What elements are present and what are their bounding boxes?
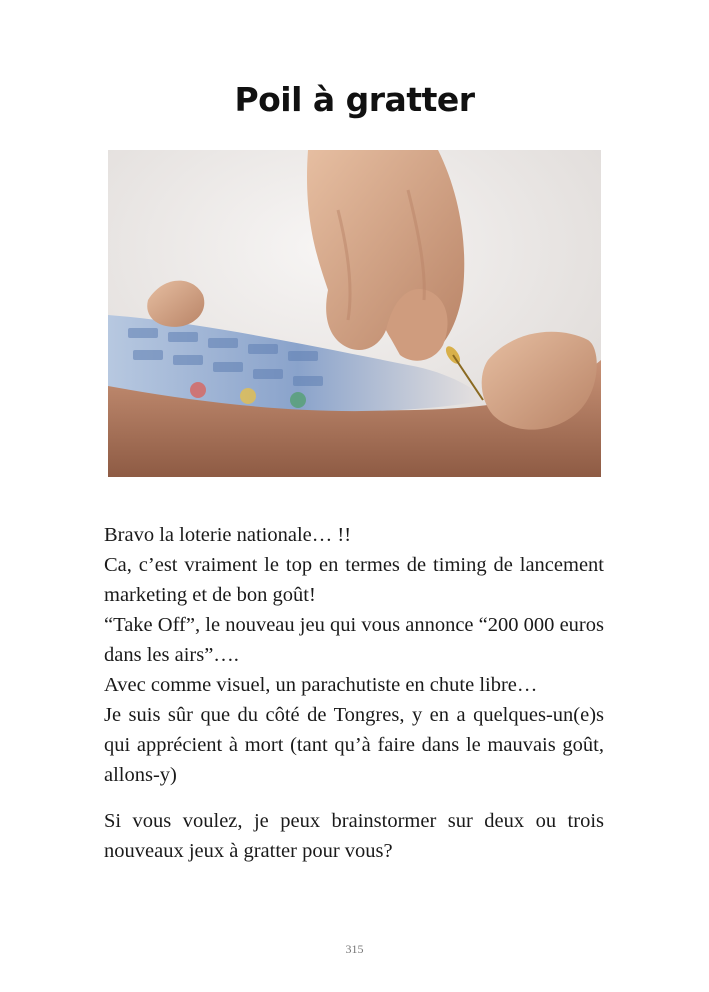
- page-number: 315: [345, 942, 364, 956]
- paragraph-4: Avec comme visuel, un parachutiste en chute libre…: [104, 674, 538, 696]
- paragraph-1: Bravo la loterie nationale… !!: [104, 524, 352, 546]
- page-title: Poil à gratter: [234, 80, 475, 119]
- paragraph-2: Ca, c’est vraiment le top en termes de timing de lancement marketing et de bon goût!: [104, 554, 604, 606]
- paragraph-3: “Take Off”, le nouveau jeu qui vous annonce “200 000 euros dans les airs”….: [104, 614, 604, 666]
- paragraph-6: Si vous voulez, je peux brainstormer sur deux ou trois nouveaux jeux à gratter pour vous?: [104, 810, 604, 862]
- article-body: [104, 520, 604, 866]
- hand-scratching-card-illustration: [108, 150, 601, 477]
- scratch-card-photo: [108, 150, 601, 477]
- paragraph-5: Je suis sûr que du côté de Tongres, y en a quelques-un(e)s qui apprécient à mort (tant qu’à faire dans le mauvais goût, allons-y): [104, 704, 604, 786]
